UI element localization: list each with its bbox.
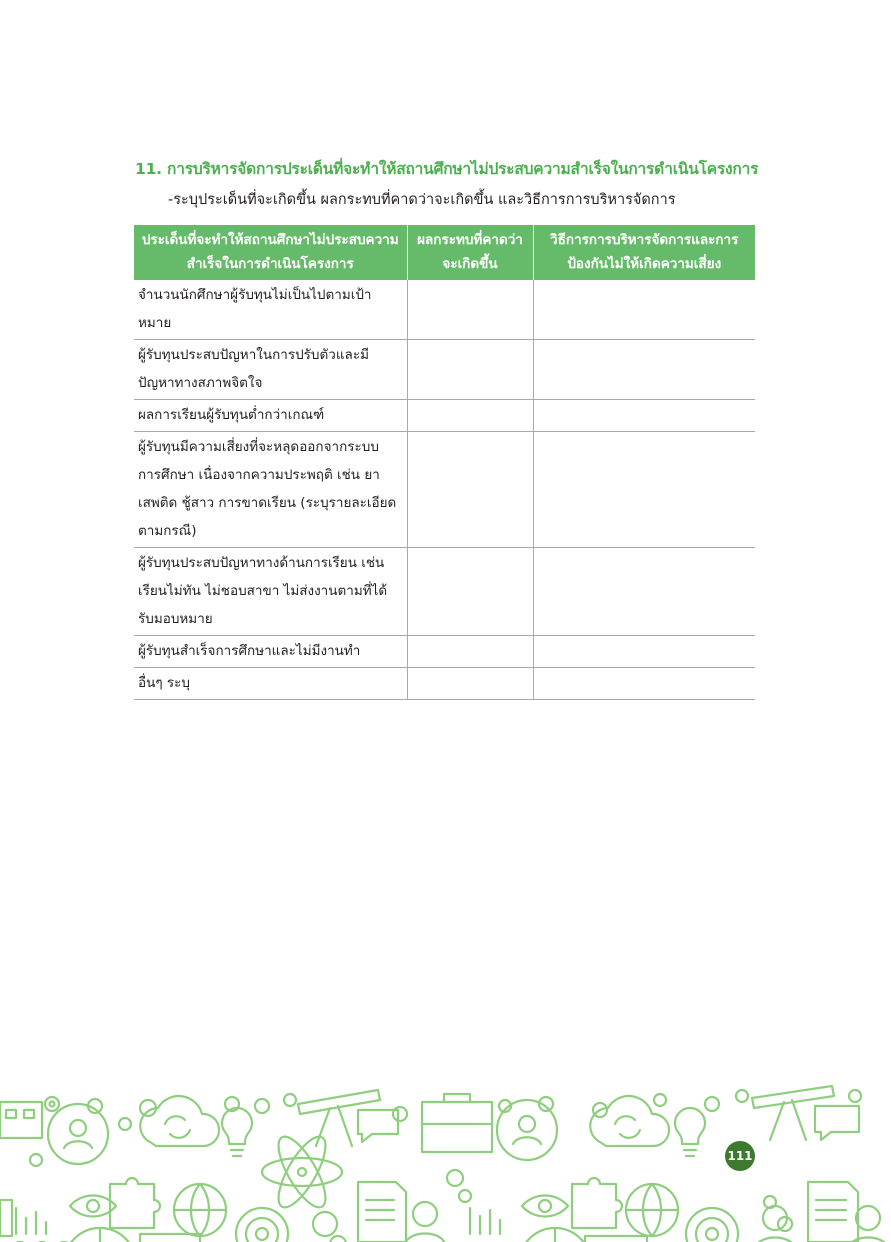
people-icon	[12, 1202, 888, 1242]
issue-cell: ผู้รับทุนประสบปัญหาทางด้านการเรียน เช่น เรียนไม่ทัน ไม่ชอบสาขา ไม่ส่งงานตามที่ได้รับมอบหมาย	[134, 548, 407, 636]
section-subtitle: -ระบุประเด็นที่จะเกิดขึ้น ผลกระทบที่คาดว่าจะเกิดขึ้น และวิธีการการบริหารจัดการ	[168, 192, 676, 208]
atom-icon	[262, 1130, 342, 1213]
method-cell[interactable]	[533, 340, 755, 400]
briefcase-icon	[422, 1094, 492, 1152]
issue-cell: ผลการเรียนผู้รับทุนต่ำกว่าเกณฑ์	[134, 400, 407, 432]
cloud-sync-icon	[140, 1096, 669, 1146]
page-number: 111	[725, 1141, 755, 1171]
method-cell[interactable]	[533, 548, 755, 636]
method-cell[interactable]	[533, 400, 755, 432]
table-header-row	[134, 225, 755, 280]
footer-icon-pattern	[0, 1084, 891, 1242]
method-cell[interactable]	[533, 432, 755, 548]
impact-cell[interactable]	[407, 280, 533, 340]
impact-cell[interactable]	[407, 548, 533, 636]
lightbulb-icon	[222, 1108, 705, 1156]
header-method: วิธีการการบริหารจัดการและการป้องกันไม่ให้เกิดความเสี่ยง	[533, 225, 755, 280]
issue-cell: อื่นๆ ระบุ	[134, 668, 407, 700]
issue-cell: ผู้รับทุนสำเร็จการศึกษาและไม่มีงานทำ	[134, 636, 407, 668]
method-cell[interactable]	[533, 280, 755, 340]
method-cell[interactable]	[533, 636, 755, 668]
table-row	[134, 340, 755, 400]
issue-cell: ผู้รับทุนประสบปัญหาในการปรับตัวและมีปัญหาทางสภาพจิตใจ	[134, 340, 407, 400]
table-row	[134, 400, 755, 432]
table-row	[134, 636, 755, 668]
table-row	[134, 432, 755, 548]
building-icon	[0, 1102, 42, 1138]
target-icon	[236, 1208, 738, 1242]
table-row	[134, 668, 755, 700]
section-title: 11. การบริหารจัดการประเด็นที่จะทำให้สถานศึกษาไม่ประสบความสำเร็จในการดำเนินโครงการ	[135, 160, 759, 178]
telescope-icon	[298, 1086, 834, 1146]
header-impact: ผลกระทบที่คาดว่าจะเกิดขึ้น	[407, 225, 533, 280]
laptop-icon	[140, 1234, 647, 1242]
header-issue: ประเด็นที่จะทำให้สถานศึกษาไม่ประสบความสำเร็จในการดำเนินโครงการ	[134, 225, 407, 280]
issue-cell: จำนวนนักศึกษาผู้รับทุนไม่เป็นไปตามเป้าหมาย	[134, 280, 407, 340]
risk-management-table	[134, 225, 755, 700]
table-row	[134, 548, 755, 636]
user-target-icon	[48, 1100, 557, 1164]
impact-cell[interactable]	[407, 432, 533, 548]
impact-cell[interactable]	[407, 400, 533, 432]
issue-cell: ผู้รับทุนมีความเสี่ยงที่จะหลุดออกจากระบบการศึกษา เนื่องจากความประพฤติ เช่น ยาเสพติด ชู้สาว การขาดเรียน (ระบุรายละเอียดตามกรณี)	[134, 432, 407, 548]
table-row	[134, 280, 755, 340]
method-cell[interactable]	[533, 668, 755, 700]
impact-cell[interactable]	[407, 340, 533, 400]
impact-cell[interactable]	[407, 636, 533, 668]
impact-cell[interactable]	[407, 668, 533, 700]
